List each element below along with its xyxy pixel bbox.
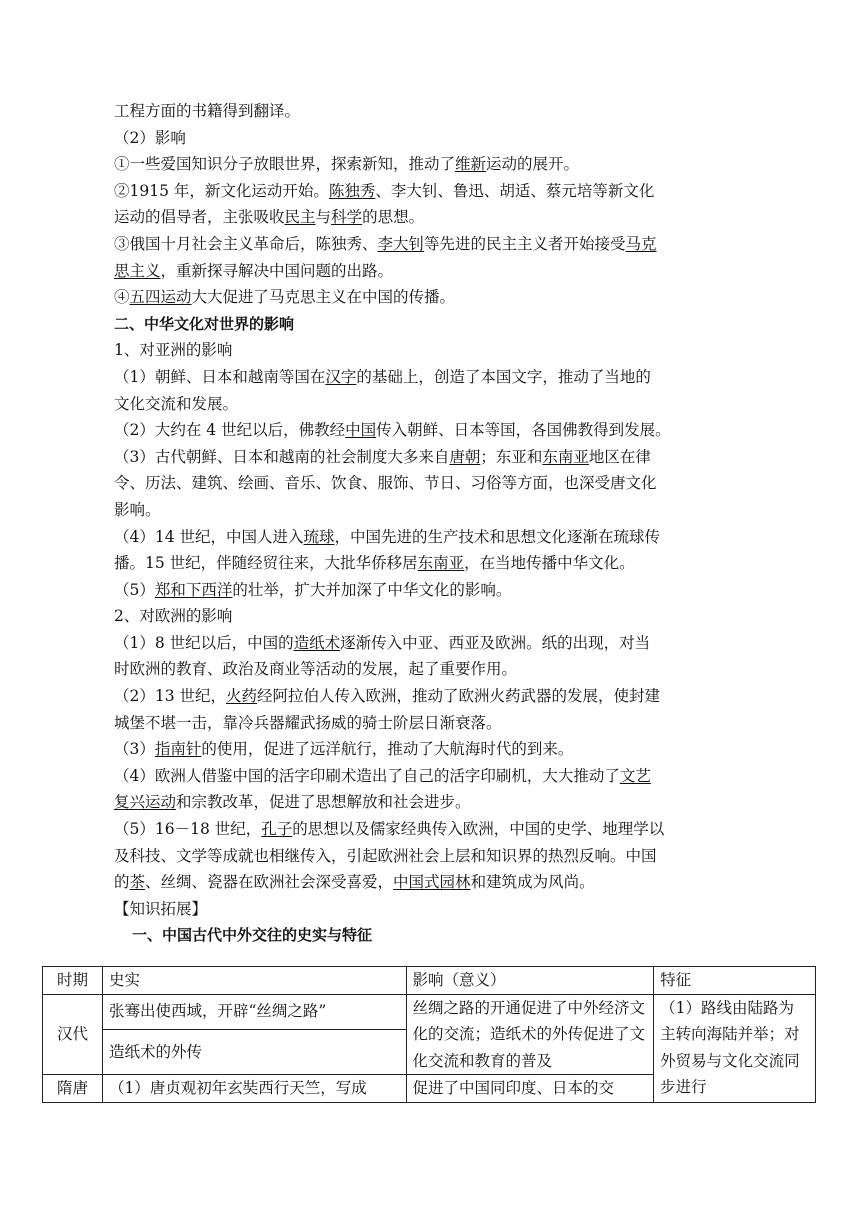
text-line xyxy=(114,497,732,524)
text-line xyxy=(114,178,732,205)
text-span: 播。15 世纪，伴随经贸往来，大批华侨移居 xyxy=(114,554,418,573)
underlined-term: 火药 xyxy=(226,687,258,706)
text-span: 的 xyxy=(114,873,130,892)
text-line xyxy=(114,816,732,843)
underlined-term: 文艺 xyxy=(619,766,651,785)
text-span: 和宗教改革，促进了思想解放和社会进步。 xyxy=(176,793,471,812)
text-span: 运动的倡导者，主张吸收 xyxy=(114,208,285,227)
underlined-term: 维新 xyxy=(455,155,487,174)
text-span: 等先进的民主主义者开始接受 xyxy=(424,234,626,253)
text-line xyxy=(114,656,732,683)
text-span: （2）大约在 4 世纪以后，佛教经 xyxy=(114,421,346,440)
text-line xyxy=(114,630,732,657)
text-span: 的基础上，创造了本国文字，推动了当地的 xyxy=(356,367,651,386)
underlined-term: 东南亚 xyxy=(542,447,589,466)
text-line xyxy=(114,391,732,418)
text-span: 二、中华文化对世界的影响 xyxy=(114,314,295,333)
text-line xyxy=(114,125,732,152)
text-line xyxy=(114,151,732,178)
text-span: （2）13 世纪， xyxy=(114,687,227,706)
underlined-term: 五四运动 xyxy=(129,288,192,307)
table-row xyxy=(43,994,816,1029)
text-span: 与 xyxy=(315,208,332,227)
text-span: ①一些爱国知识分子放眼世界，探索新知，推动了 xyxy=(114,155,456,174)
text-span: 令、历法、建筑、绘画、音乐、饮食、服饰、节日、习俗等方面，也深受唐文化 xyxy=(114,474,657,493)
underlined-term: 造纸术 xyxy=(293,633,341,652)
text-span: 时欧洲的教育、政治及商业等活动的发展，起了重要作用。 xyxy=(114,660,518,679)
text-line xyxy=(114,577,732,604)
text-span: 1、对亚洲的影响 xyxy=(114,341,233,360)
text-line xyxy=(114,258,732,285)
text-span: 的使用，促进了远洋航行，推动了大航海时代的到来。 xyxy=(201,740,574,759)
text-line xyxy=(114,364,732,391)
text-line xyxy=(114,843,732,870)
text-span: 、李大钊、鲁迅、胡适、蔡元培等新文化 xyxy=(375,181,655,200)
text-line xyxy=(114,603,732,630)
text-span: 传入朝鲜、日本等国，各国佛教得到发展。 xyxy=(376,421,671,440)
text-line xyxy=(114,444,732,471)
underlined-term: 思主义 xyxy=(114,261,161,280)
impact-cell: 丝绸之路的开通促进了中外经济文化的交流；造纸术的外传促进了文化交流和教育的普及 xyxy=(406,994,654,1075)
text-line xyxy=(114,896,732,923)
impact-cell: 促进了中国同印度、日本的交 xyxy=(406,1075,654,1103)
underlined-term: 马克 xyxy=(625,234,657,253)
text-span: 逐渐传入中亚、西亚及欧洲。纸的出现，对当 xyxy=(340,633,651,652)
period-cell: 隋唐 xyxy=(43,1075,103,1103)
text-span: （4）14 世纪，中国人进入 xyxy=(114,527,304,546)
text-line xyxy=(114,763,732,790)
text-line xyxy=(114,789,732,816)
section-heading xyxy=(114,922,732,949)
underlined-term: 科学 xyxy=(331,208,363,227)
header-period: 时期 xyxy=(43,967,103,995)
text-line xyxy=(114,470,732,497)
period-cell: 汉代 xyxy=(43,994,103,1075)
text-span: 城堡不堪一击，靠冷兵器耀武扬威的骑士阶层日渐衰落。 xyxy=(114,713,502,732)
text-line xyxy=(114,337,732,364)
text-line xyxy=(114,683,732,710)
text-span: ；东亚和 xyxy=(480,447,543,466)
text-span: ，中国先进的生产技术和思想文化逐渐在琉球传 xyxy=(334,527,661,546)
underlined-term: 中国式园林 xyxy=(393,873,471,892)
text-line xyxy=(114,417,732,444)
text-span: 2、对欧洲的影响 xyxy=(114,607,233,626)
text-span: （5） xyxy=(114,580,155,599)
text-line xyxy=(114,204,732,231)
underlined-term: 指南针 xyxy=(154,740,202,759)
underlined-term: 汉字 xyxy=(325,367,357,386)
text-line xyxy=(114,736,732,763)
text-span: （1）朝鲜、日本和越南等国在 xyxy=(114,367,326,386)
text-span: ④ xyxy=(114,288,130,307)
text-span: 影响。 xyxy=(114,500,161,519)
underlined-term: 李大钊 xyxy=(377,234,425,253)
underlined-term: 东南亚 xyxy=(417,554,465,573)
fact-cell: （1）唐贞观初年玄奘西行天竺，写成 xyxy=(102,1075,406,1103)
text-span: 及科技、文学等成就也相继传入，引起欧洲社会上层和知识界的热烈反响。中国 xyxy=(114,846,657,865)
section-heading xyxy=(114,311,732,338)
text-span: ③俄国十月社会主义革命后，陈独秀、 xyxy=(114,234,378,253)
text-line xyxy=(114,284,732,311)
text-span: （4）欧洲人借鉴中国的活字印刷术造出了自己的活字印刷机，大大推动了 xyxy=(114,766,620,785)
fact-cell: 张骞出使西域，开辟“丝绸之路” xyxy=(102,994,406,1029)
table-header-row xyxy=(43,967,816,995)
underlined-term: 陈独秀 xyxy=(328,181,376,200)
text-line xyxy=(114,550,732,577)
document-body xyxy=(114,98,732,949)
underlined-term: 民主 xyxy=(284,208,316,227)
header-fact: 史实 xyxy=(102,967,406,995)
text-span: 的壮举，扩大并加深了中华文化的影响。 xyxy=(232,580,512,599)
text-span: （1）8 世纪以后，中国的 xyxy=(114,633,294,652)
underlined-term: 郑和下西洋 xyxy=(154,580,233,599)
text-span: 【知识拓展】 xyxy=(114,899,208,918)
text-span: ，重新探寻解决中国问题的出路。 xyxy=(160,261,394,280)
text-span: 工程方面的书籍得到翻译。 xyxy=(114,102,301,120)
text-span: 经阿拉伯人传入欧洲，推动了欧洲火药武器的发展，使封建 xyxy=(257,687,661,706)
text-span: 大大促进了马克思主义在中国的传播。 xyxy=(191,288,456,307)
underlined-term: 复兴运动 xyxy=(114,793,177,812)
text-span: （3）古代朝鲜、日本和越南的社会制度大多来自 xyxy=(114,447,450,466)
text-span: 文化交流和发展。 xyxy=(114,394,239,413)
text-span: ②1915 年，新文化运动开始。 xyxy=(114,181,329,200)
text-span: （5）16－18 世纪， xyxy=(114,820,262,839)
text-line xyxy=(114,231,732,258)
text-span: 的思想。 xyxy=(362,208,425,227)
underlined-term: 孔子 xyxy=(261,820,293,839)
text-span: 、丝绸、瓷器在欧洲社会深受喜爱， xyxy=(145,873,394,892)
underlined-term: 唐朝 xyxy=(449,447,481,466)
history-table xyxy=(42,966,816,1103)
feature-cell: （1）路线由陆路为主转向海陆并举；对外贸易与文化交流同步进行 xyxy=(654,994,816,1102)
text-line xyxy=(114,869,732,896)
text-span: 运动的展开。 xyxy=(486,155,580,174)
text-span: ，在当地传播中华文化。 xyxy=(464,554,635,573)
text-span: 地区在律 xyxy=(588,447,651,466)
text-line xyxy=(114,710,732,737)
fact-cell: 造纸术的外传 xyxy=(102,1029,406,1074)
text-span: （2）影响 xyxy=(114,128,186,147)
text-span: 的思想以及儒家经典传入欧洲，中国的史学、地理学以 xyxy=(292,820,665,839)
text-span: 一、中国古代中外交往的史实与特征 xyxy=(132,926,373,945)
text-span: （3） xyxy=(114,740,155,759)
text-span: 和建筑成为风尚。 xyxy=(470,873,595,892)
underlined-term: 中国 xyxy=(345,421,377,440)
text-line xyxy=(114,98,732,125)
header-feature: 特征 xyxy=(654,967,816,995)
underlined-term: 琉球 xyxy=(303,527,335,546)
text-line xyxy=(114,524,732,551)
underlined-term: 茶 xyxy=(129,873,146,892)
header-impact: 影响（意义） xyxy=(406,967,654,995)
